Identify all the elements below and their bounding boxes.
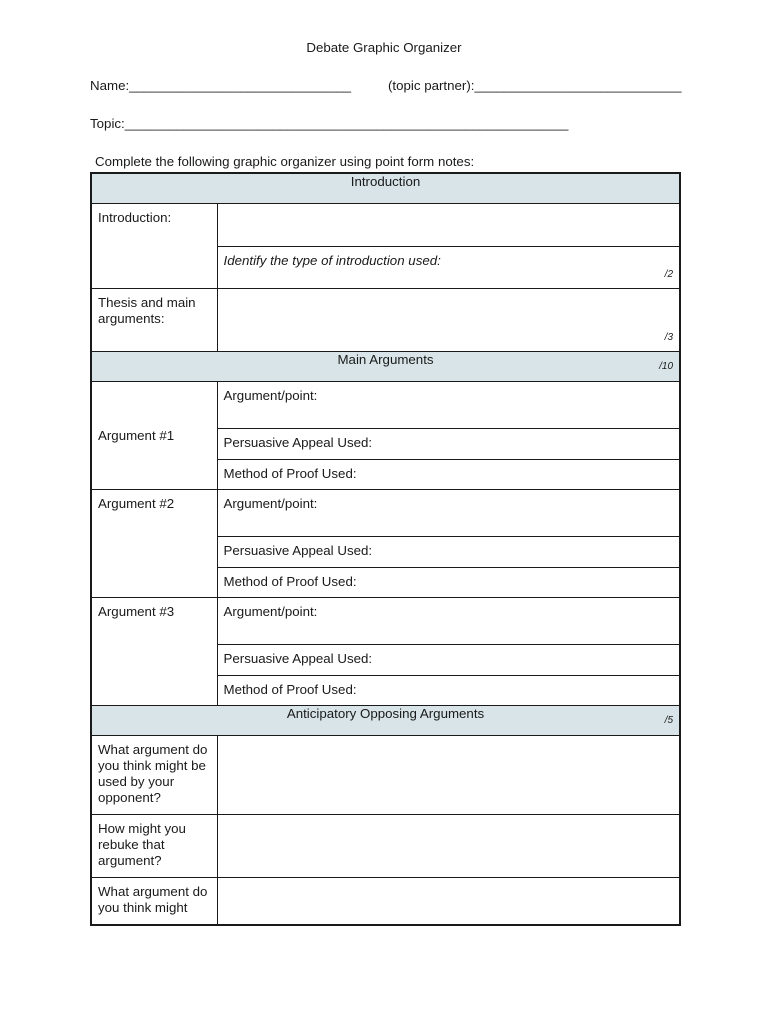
section-header-opposing-arguments [91, 706, 680, 736]
score-mark: /5 [664, 715, 674, 726]
method-of-proof-field[interactable] [217, 676, 680, 706]
argument-label: Argument #1 [98, 427, 175, 443]
thesis-label: Thesis and main arguments: [98, 295, 196, 326]
field-prompt: Persuasive Appeal Used: [223, 435, 373, 450]
name-line[interactable]: Name:______________________________ [90, 78, 352, 93]
field-prompt: Persuasive Appeal Used: [223, 651, 373, 666]
graphic-organizer-table [90, 172, 681, 926]
persuasive-appeal-field[interactable] [217, 429, 680, 460]
intro-type-prompt: Identify the type of introduction used: [223, 253, 441, 268]
opposing-question-label: What argument do you think might be used by your opponent? [98, 742, 208, 805]
introduction-answer-field[interactable] [217, 204, 680, 247]
section-header-main-arguments [91, 352, 680, 382]
field-prompt: Method of Proof Used: [223, 466, 357, 481]
final-answer-field[interactable] [217, 878, 680, 925]
field-prompt: Method of Proof Used: [223, 574, 357, 589]
persuasive-appeal-field[interactable] [217, 645, 680, 676]
final-question-label: What argument do you think might [98, 884, 208, 915]
instructions: Complete the following graphic organizer using point form notes: [95, 154, 475, 169]
argument-label: Argument #3 [98, 604, 175, 619]
field-prompt: Method of Proof Used: [223, 682, 357, 697]
argument-point-field[interactable] [217, 382, 680, 429]
thesis-answer-field[interactable] [217, 289, 680, 352]
introduction-label: Introduction: [98, 210, 172, 225]
method-of-proof-field[interactable] [217, 460, 680, 490]
rebuttal-question-label: How might you rebuke that argument? [98, 821, 186, 868]
document-title: Debate Graphic Organizer [306, 40, 462, 55]
persuasive-appeal-field[interactable] [217, 537, 680, 568]
topic-partner-line[interactable]: (topic partner):____________________________ [388, 78, 682, 93]
section-header-introduction [91, 173, 680, 204]
opposing-argument-field[interactable] [217, 736, 680, 815]
score-mark: /10 [659, 361, 674, 372]
argument-point-field[interactable] [217, 490, 680, 537]
method-of-proof-field[interactable] [217, 568, 680, 598]
field-prompt: Argument/point: [223, 496, 318, 511]
argument-point-field[interactable] [217, 598, 680, 645]
field-prompt: Argument/point: [223, 388, 318, 403]
score-mark: /2 [664, 269, 674, 280]
topic-line[interactable]: Topic:____________________________________________________________ [90, 116, 569, 131]
score-mark: /3 [664, 332, 674, 343]
intro-type-field[interactable] [217, 247, 680, 289]
section-title: Main Arguments [337, 352, 434, 367]
field-prompt: Persuasive Appeal Used: [223, 543, 373, 558]
rebuttal-field[interactable] [217, 815, 680, 878]
field-prompt: Argument/point: [223, 604, 318, 619]
section-title: Introduction [350, 174, 421, 189]
argument-label: Argument #2 [98, 496, 175, 511]
section-title: Anticipatory Opposing Arguments [286, 706, 485, 721]
